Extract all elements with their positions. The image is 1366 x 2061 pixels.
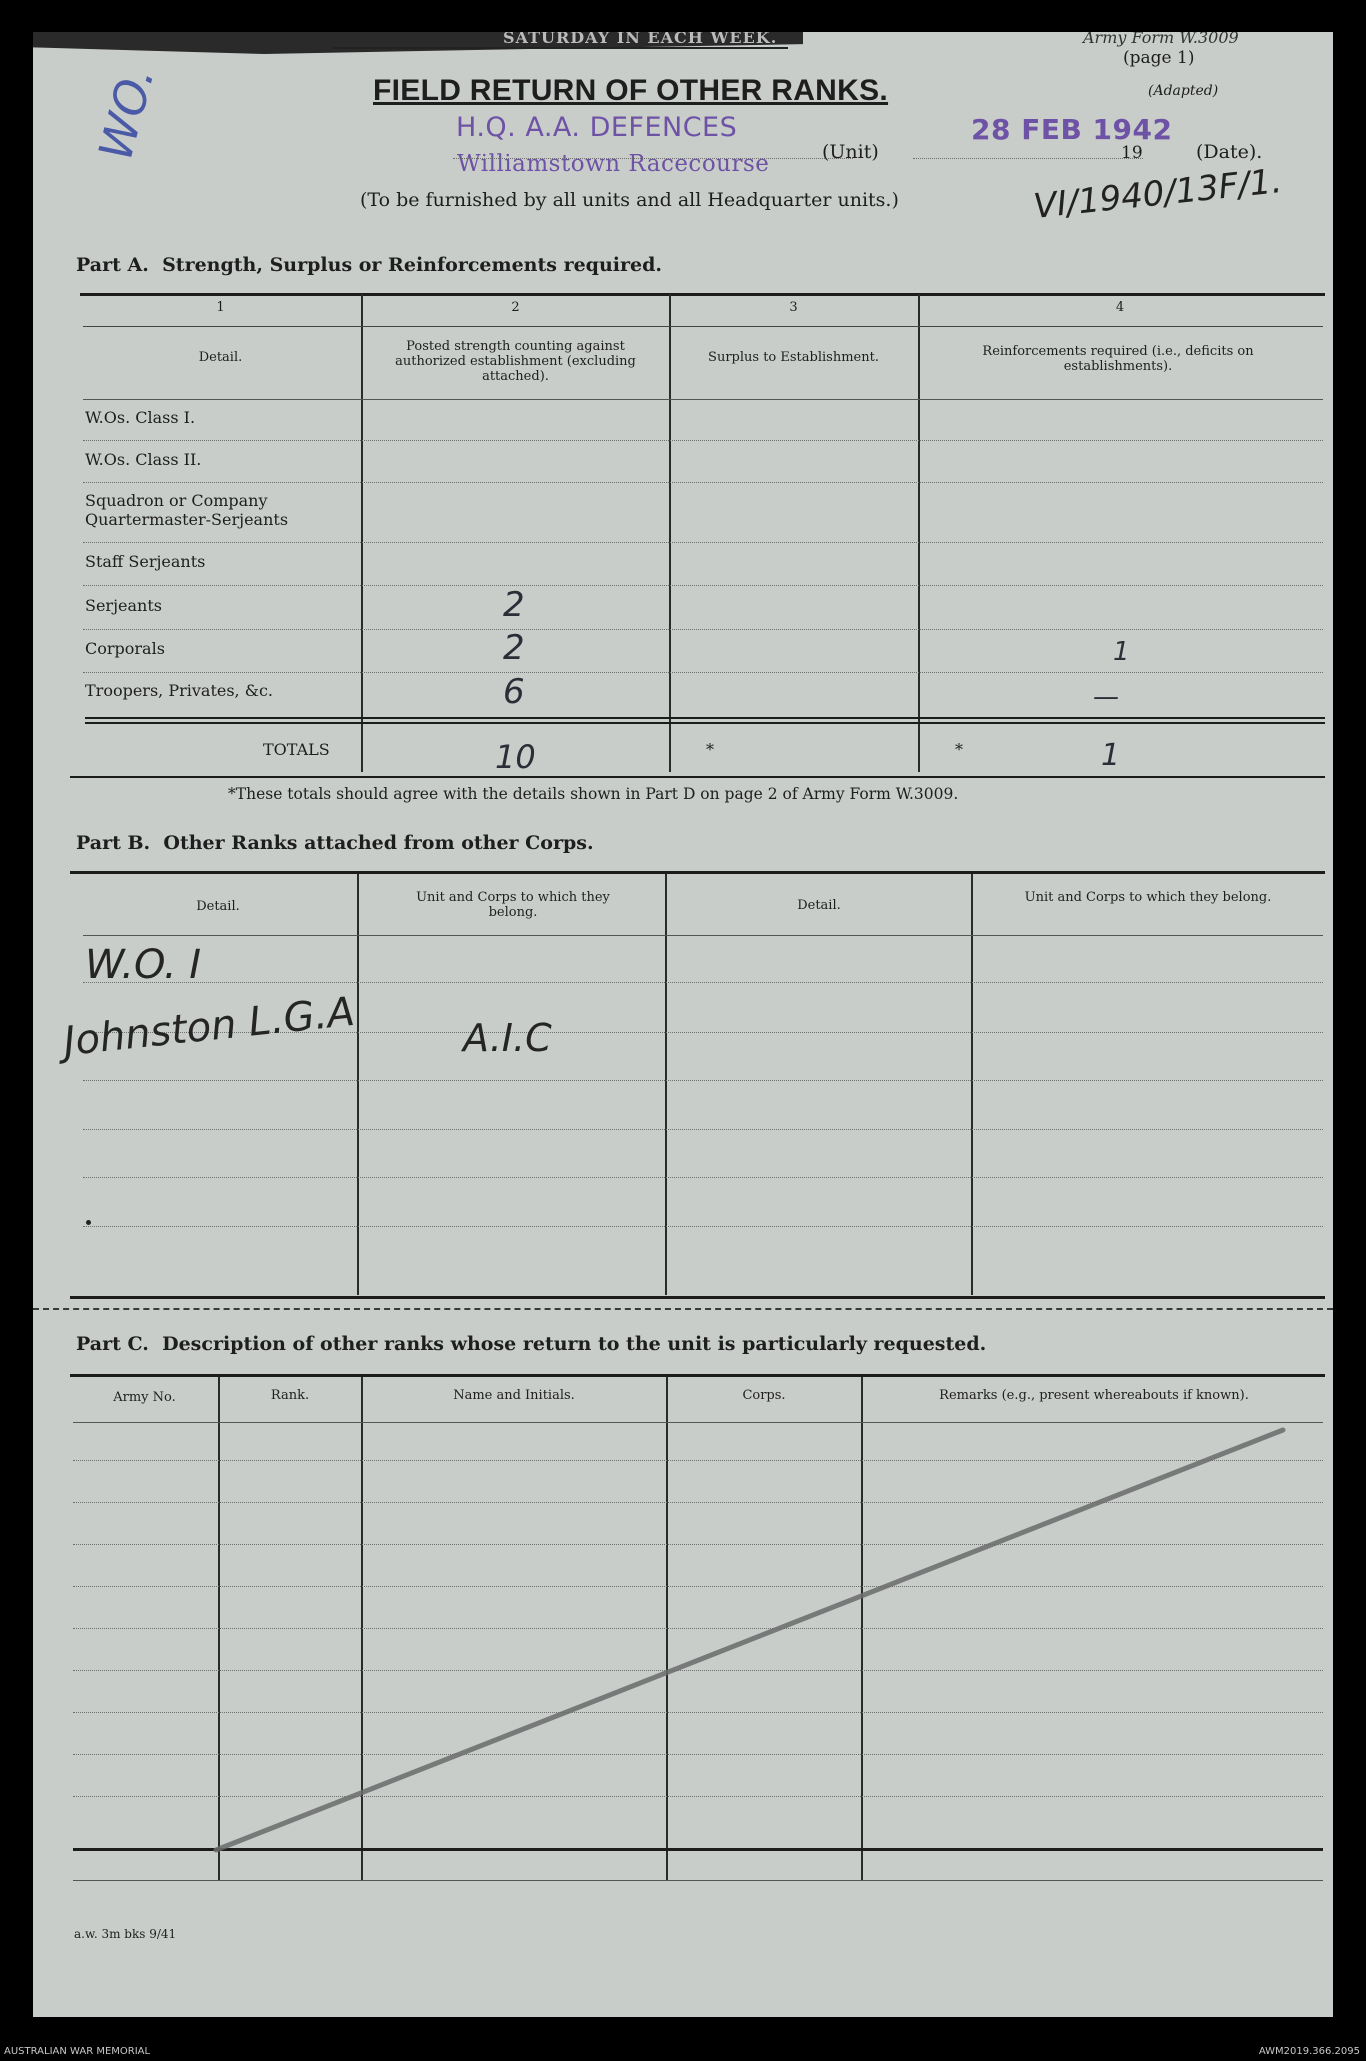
part-a-row-detail: W.Os. Class I. — [85, 408, 196, 427]
year-prefix: 19 — [1121, 143, 1143, 163]
part-b-detail-name: Johnston L.G.A — [61, 988, 357, 1066]
diagonal-strike-line — [33, 32, 1333, 2017]
totals-reinforcements-asterisk: * — [955, 740, 963, 759]
part-b-col-detail-1: Detail. — [196, 899, 240, 914]
form-sheet — [33, 32, 1333, 2017]
page-number: (page 1) — [1123, 48, 1195, 68]
totals-posted: 10 — [495, 738, 536, 776]
totals-label: TOTALS — [263, 740, 330, 759]
unit-stamp-line1: H.Q. A.A. DEFENCES — [456, 112, 738, 143]
part-b-col-unit-2: Unit and Corps to which they belong. — [1024, 890, 1272, 905]
part-a-footnote: *These totals should agree with the details shown in Part D on page 2 of Army Form W.3009. — [228, 785, 959, 803]
source-institution: AUSTRALIAN WAR MEMORIAL — [4, 2046, 151, 2057]
reinforcements-troopers: — — [1093, 682, 1119, 712]
date-label: (Date). — [1196, 141, 1263, 163]
part-a-colnum-1: 1 — [216, 300, 225, 315]
part-c-col-corps: Corps. — [742, 1388, 786, 1403]
posted-corporals: 2 — [503, 628, 525, 668]
source-accession: AWM2019.366.2095 — [1258, 2046, 1360, 2057]
print-code: a.w. 3m bks 9/41 — [74, 1927, 177, 1941]
part-a-col-detail: Detail. — [198, 350, 243, 365]
posted-serjeants: 2 — [503, 585, 525, 625]
part-c-col-rank: Rank. — [270, 1388, 310, 1403]
file-reference: VI/1940/13F/1. — [1031, 161, 1284, 227]
part-a-row-detail: Serjeants — [85, 596, 162, 615]
form-title: FIELD RETURN OF OTHER RANKS. — [373, 74, 889, 107]
part-a-col-posted: Posted strength counting against authorized establishment (excluding attached). — [395, 339, 636, 384]
unit-label: (Unit) — [822, 141, 879, 163]
part-c-heading: Part C. Description of other ranks whose return to the unit is particularly requested. — [76, 1333, 987, 1355]
part-c-col-remarks: Remarks (e.g., present whereabouts if known). — [939, 1388, 1249, 1403]
wo-handwritten-mark: WO. — [88, 60, 165, 166]
top-strip-text: SATURDAY IN EACH WEEK. — [503, 32, 778, 47]
part-a-colnum-2: 2 — [511, 300, 520, 315]
part-b-col-unit-1: Unit and Corps to which they belong. — [416, 890, 610, 920]
part-b-unit-corps: A.I.C — [463, 1016, 552, 1060]
part-a-row-detail: Squadron or Company Quartermaster-Serjeants — [85, 491, 289, 529]
date-stamp: 28 FEB 1942 — [971, 113, 1173, 146]
part-a-colnum-4: 4 — [1115, 300, 1125, 315]
part-a-heading: Part A. Strength, Surplus or Reinforcements required. — [76, 254, 662, 276]
adapted-note: (Adapted) — [1148, 83, 1219, 99]
part-c-col-name: Name and Initials. — [453, 1388, 575, 1403]
part-a-col-surplus: Surplus to Establishment. — [708, 350, 879, 365]
part-a-row-detail: Troopers, Privates, &c. — [85, 681, 274, 700]
part-a-row-detail: W.Os. Class II. — [85, 450, 202, 469]
form-number: Army Form W.3009 — [1083, 32, 1239, 47]
unit-stamp-line2: Williamstown Racecourse — [457, 151, 770, 177]
reinforcements-corporals: 1 — [1113, 637, 1130, 667]
posted-troopers: 6 — [503, 672, 525, 712]
furnish-instruction: (To be furnished by all units and all Headquarter units.) — [360, 189, 899, 211]
part-a-colnum-3: 3 — [789, 300, 798, 315]
part-b-col-detail-2: Detail. — [797, 898, 841, 913]
part-a-row-detail: Corporals — [85, 639, 165, 658]
part-c-col-army-no: Army No. — [113, 1390, 176, 1405]
part-b-detail-rank: W.O. I — [85, 942, 202, 988]
totals-reinforcements: 1 — [1101, 738, 1121, 773]
part-b-heading: Part B. Other Ranks attached from other Corps. — [76, 832, 594, 854]
part-a-row-detail: Staff Serjeants — [85, 552, 206, 571]
totals-surplus: * — [706, 740, 714, 759]
part-a-col-reinforcements: Reinforcements required (i.e., deficits on establishments). — [982, 344, 1254, 374]
